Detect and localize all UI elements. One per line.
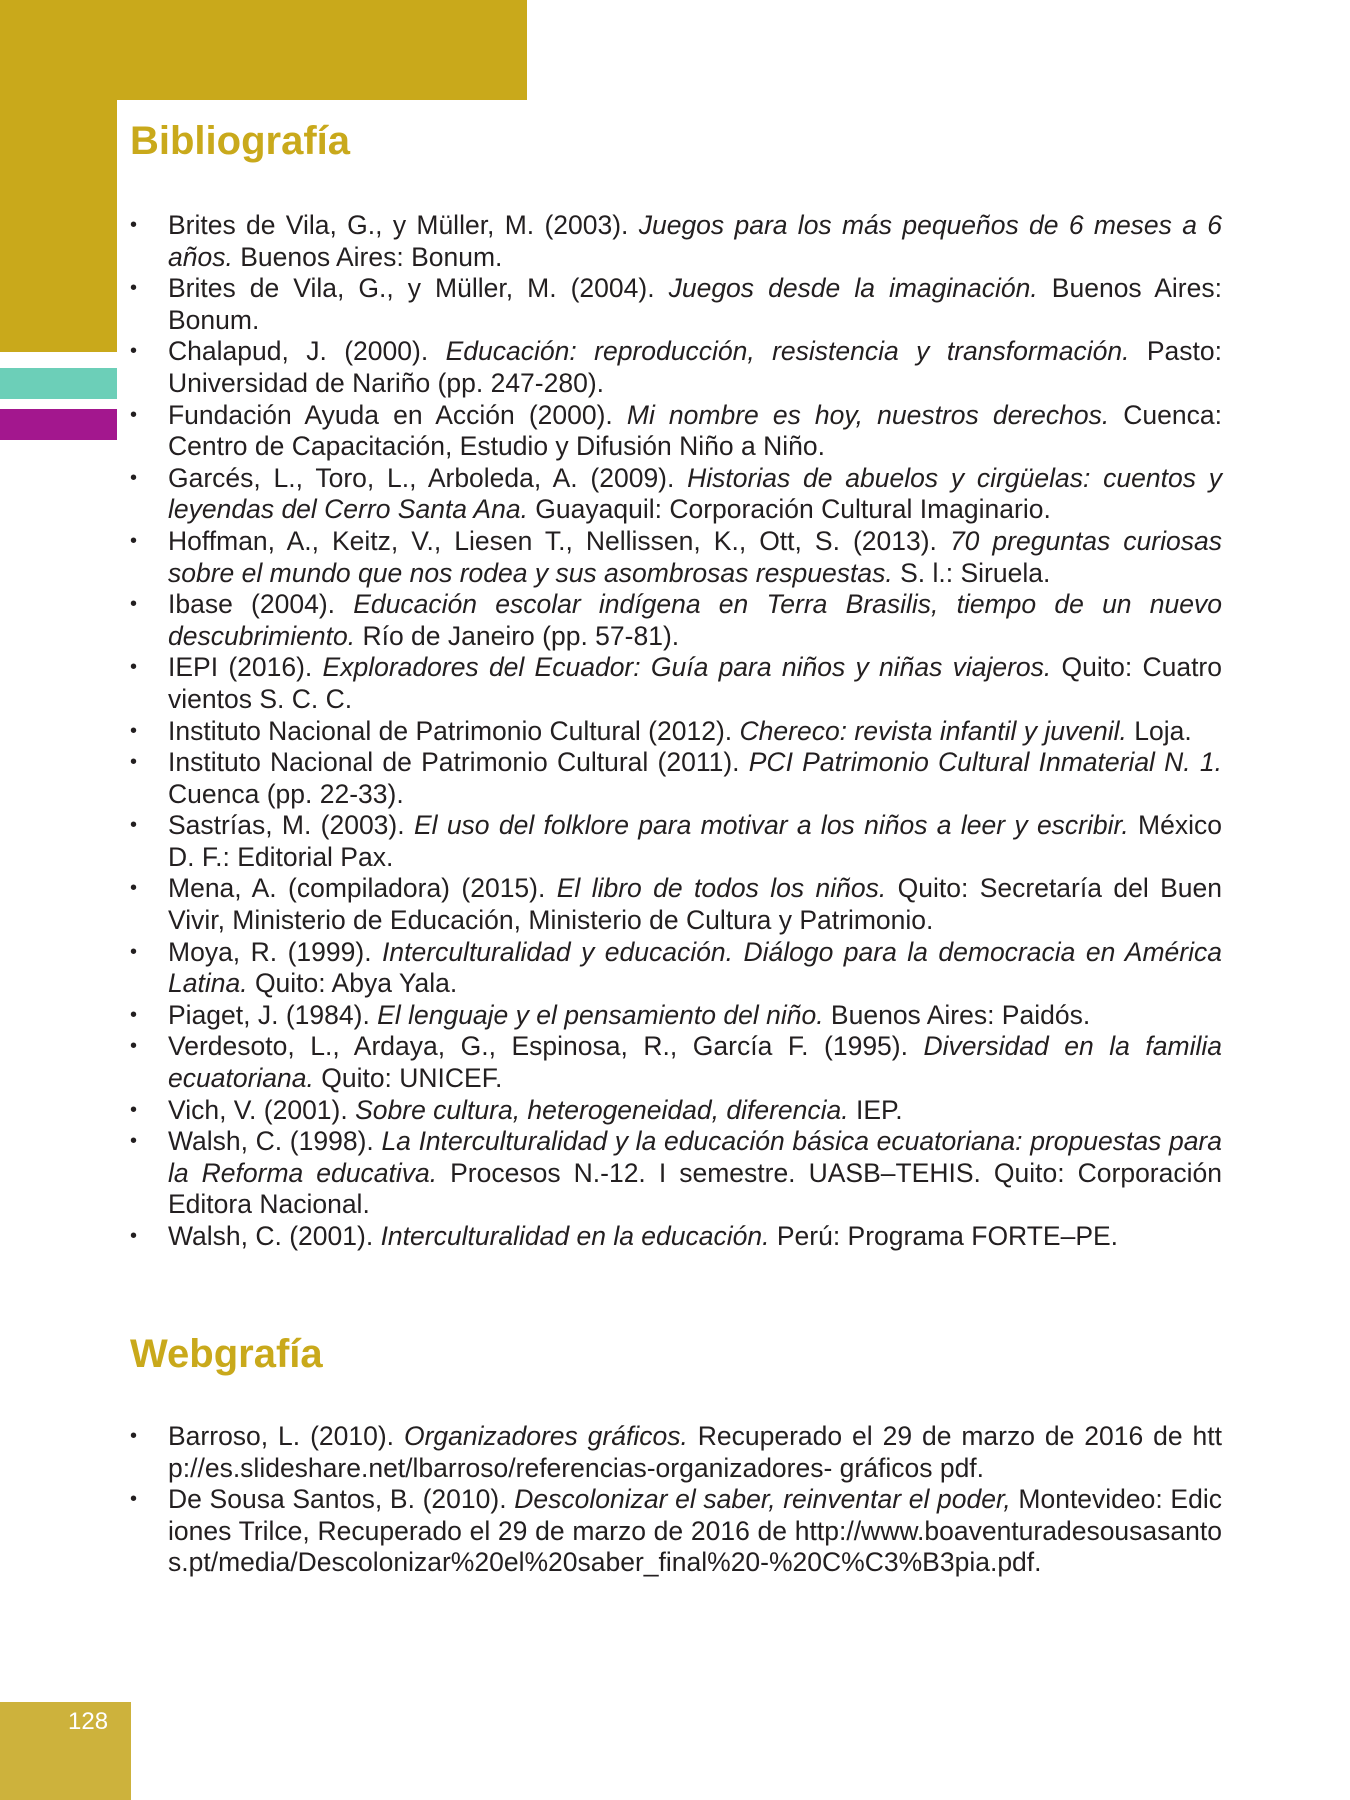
bibliografia-list (128, 210, 1222, 1253)
side-color-band (0, 100, 117, 352)
reference-item: • Fundación Ayuda en Acción (2000). Mi nombre es hoy, nuestros derechos. Cuenca: Centro de Capacitación, Estudio y Difusión Niño a Niño. (128, 400, 1222, 463)
reference-item: • Mena, A. (compiladora) (2015). El libro de todos los niños. Quito: Secretaría del Buen Vivir, Ministerio de Educación, Ministerio de Cultura y Patrimonio. (128, 873, 1222, 936)
top-color-band (0, 0, 527, 100)
reference-item: • Verdesoto, L., Ardaya, G., Espinosa, R., García F. (1995). Diversidad en la familia ecuatoriana. Quito: UNICEF. (128, 1031, 1222, 1094)
reference-item: • IEPI (2016). Exploradores del Ecuador: Guía para niños y niñas viajeros. Quito: Cuatro vientos S. C. C. (128, 652, 1222, 715)
bibliografia-heading: Bibliografía (130, 119, 351, 163)
reference-item: • Piaget, J. (1984). El lenguaje y el pensamiento del niño. Buenos Aires: Paidós. (128, 1000, 1222, 1032)
web-reference-item: • Barroso, L. (2010). Organizadores gráficos. Recuperado el 29 de marzo de 2016 de http://es.slideshare.net/lbarroso/referencias-organizadores- gráficos pdf. (128, 1421, 1222, 1484)
reference-item: • Hoffman, A., Keitz, V., Liesen T., Nellissen, K., Ott, S. (2013). 70 preguntas curiosas sobre el mundo que nos rodea y sus asombrosas respuestas. S. l.: Siruela. (128, 526, 1222, 589)
reference-item: • Walsh, C. (1998). La Interculturalidad y la educación básica ecuatoriana: propuestas para la Reforma educativa. Procesos N.-12. I semestre. UASB–TEHIS. Quito: Corporación Editora Nacional. (128, 1126, 1222, 1221)
magenta-accent-stripe (0, 409, 117, 440)
reference-item: • Walsh, C. (2001). Interculturalidad en la educación. Perú: Programa FORTE–PE. (128, 1221, 1222, 1253)
reference-item: • Instituto Nacional de Patrimonio Cultural (2011). PCI Patrimonio Cultural Inmaterial N. 1. Cuenca (pp. 22-33). (128, 747, 1222, 810)
reference-item: • Sastrías, M. (2003). El uso del folklore para motivar a los niños a leer y escribir. México D. F.: Editorial Pax. (128, 810, 1222, 873)
teal-accent-stripe (0, 368, 117, 399)
reference-item: • Moya, R. (1999). Interculturalidad y educación. Diálogo para la democracia en América Latina. Quito: Abya Yala. (128, 937, 1222, 1000)
reference-item: • Brites de Vila, G., y Müller, M. (2004). Juegos desde la imaginación. Buenos Aires: Bonum. (128, 273, 1222, 336)
page-number: 128 (68, 1708, 109, 1735)
reference-item: • Instituto Nacional de Patrimonio Cultural (2012). Chereco: revista infantil y juvenil. Loja. (128, 716, 1222, 748)
reference-item: • Garcés, L., Toro, L., Arboleda, A. (2009). Historias de abuelos y cirgüelas: cuentos y leyendas del Cerro Santa Ana. Guayaquil: Corporación Cultural Imaginario. (128, 463, 1222, 526)
reference-item: • Chalapud, J. (2000). Educación: reproducción, resistencia y transformación. Pasto: Universidad de Nariño (pp. 247-280). (128, 336, 1222, 399)
reference-item: • Ibase (2004). Educación escolar indígena en Terra Brasilis, tiempo de un nuevo descubrimiento. Río de Janeiro (pp. 57-81). (128, 589, 1222, 652)
reference-item: • Brites de Vila, G., y Müller, M. (2003). Juegos para los más pequeños de 6 meses a 6 años. Buenos Aires: Bonum. (128, 210, 1222, 273)
webgrafia-list (128, 1421, 1222, 1579)
web-reference-item: • De Sousa Santos, B. (2010). Descolonizar el saber, reinventar el poder, Montevideo: Ediciones Trilce, Recuperado el 29 de marzo de 2016 de http://www.boaventuradesousasantos.pt/media/Descolonizar%20el%20saber_final%20-%20C%C3%B3pia.pdf. (128, 1484, 1222, 1579)
webgrafia-heading: Webgrafía (130, 1332, 323, 1376)
reference-item: • Vich, V. (2001). Sobre cultura, heterogeneidad, diferencia. IEP. (128, 1095, 1222, 1127)
page-number-block (0, 1702, 131, 1800)
